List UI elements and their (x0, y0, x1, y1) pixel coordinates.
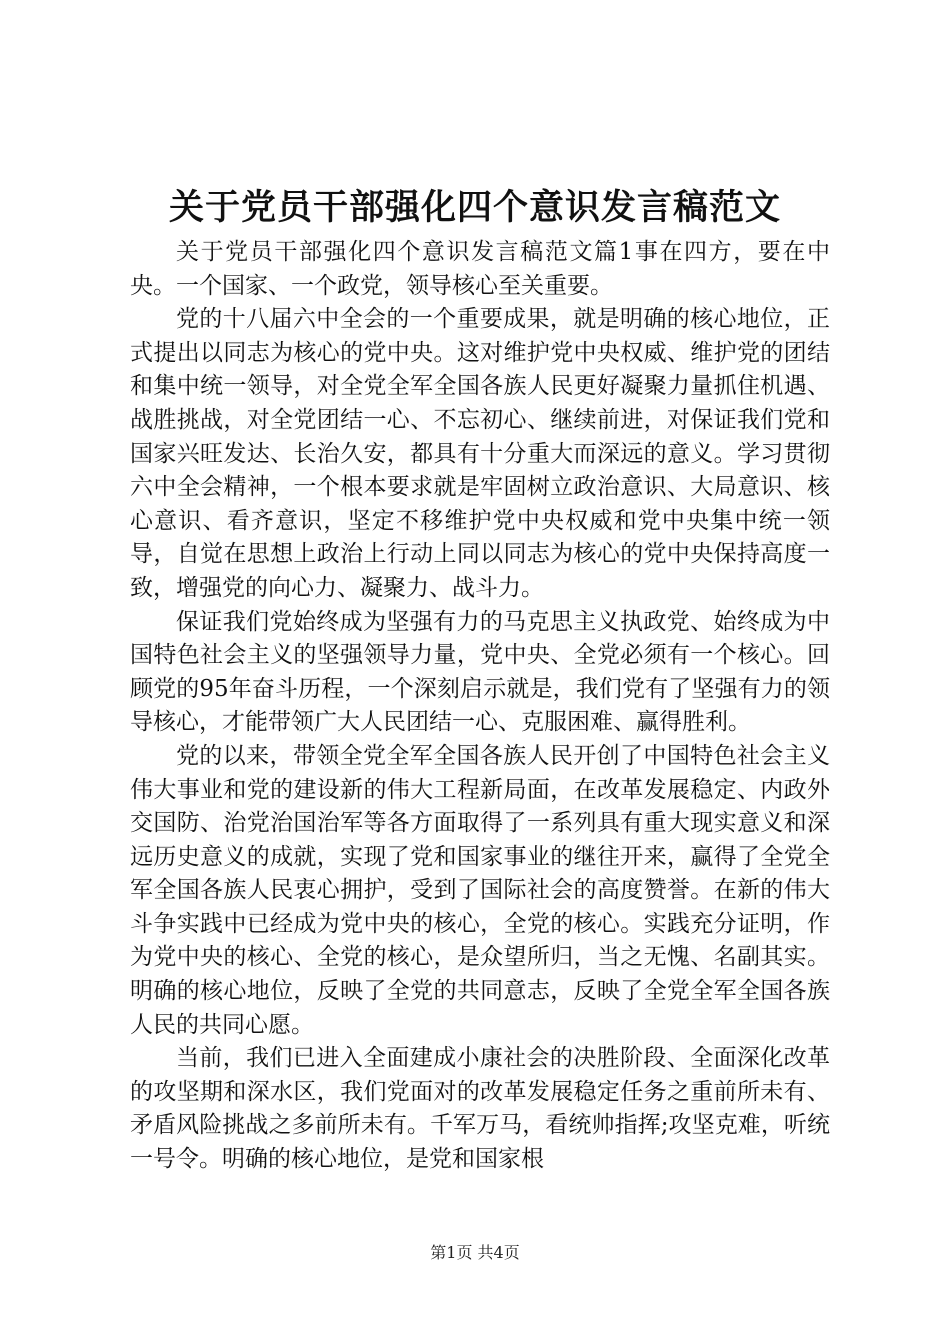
paragraph-5: 当前，我们已进入全面建成小康社会的决胜阶段、全面深化改革的攻坚期和深水区，我们党面对的改革发展稳定任务之重前所未有、矛盾风险挑战之多前所未有。千军万马，看统帅指挥;攻坚克难，听统一号令。明确的核心地位，是党和国家根 (130, 1045, 830, 1173)
paragraph-2: 党的十八届六中全会的一个重要成果，就是明确的核心地位，正式提出以同志为核心的党中央。这对维护党中央权威、维护党的团结和集中统一领导，对全党全军全国各族人民更好凝聚力量抓住机遇、战胜挑战，对全党团结一心、不忘初心、继续前进，对保证我们党和国家兴旺发达、长治久安，都具有十分重大而深远的意义。学习贯彻六中全会精神，一个根本要求就是牢固树立政治意识、大局意识、核心意识、看齐意识，坚定不移维护党中央权威和党中央集中统一领导，自觉在思想上政治上行动上同以同志为核心的党中央保持高度一致，增强党的向心力、凝聚力、战斗力。 (130, 306, 830, 601)
document-body (130, 236, 830, 1177)
paragraph-1: 关于党员干部强化四个意识发言稿范文篇1事在四方，要在中央。一个国家、一个政党，领导核心至关重要。 (130, 239, 830, 299)
paragraph-3: 保证我们党始终成为坚强有力的马克思主义执政党、始终成为中国特色社会主义的坚强领导力量，党中央、全党必须有一个核心。回顾党的95年奋斗历程，一个深刻启示就是，我们党有了坚强有力的领导核心，才能带领广大人民团结一心、克服困难、赢得胜利。 (130, 608, 830, 736)
document-title: 关于党员干部强化四个意识发言稿范文 (168, 187, 781, 228)
page-number-footer: 第1页 共4页 (430, 1243, 520, 1262)
paragraph-4: 党的以来，带领全党全军全国各族人民开创了中国特色社会主义伟大事业和党的建设新的伟大工程新局面，在改革发展稳定、内政外交国防、治党治国治军等各方面取得了一系列具有重大现实意义和深远历史意义的成就，实现了党和国家事业的继往开来，赢得了全党全军全国各族人民衷心拥护，受到了国际社会的高度赞誉。在新的伟大斗争实践中已经成为党中央的核心，全党的核心。实践充分证明，作为党中央的核心、全党的核心，是众望所归，当之无愧、名副其实。明确的核心地位，反映了全党的共同意志，反映了全党全军全国各族人民的共同心愿。 (130, 742, 830, 1038)
